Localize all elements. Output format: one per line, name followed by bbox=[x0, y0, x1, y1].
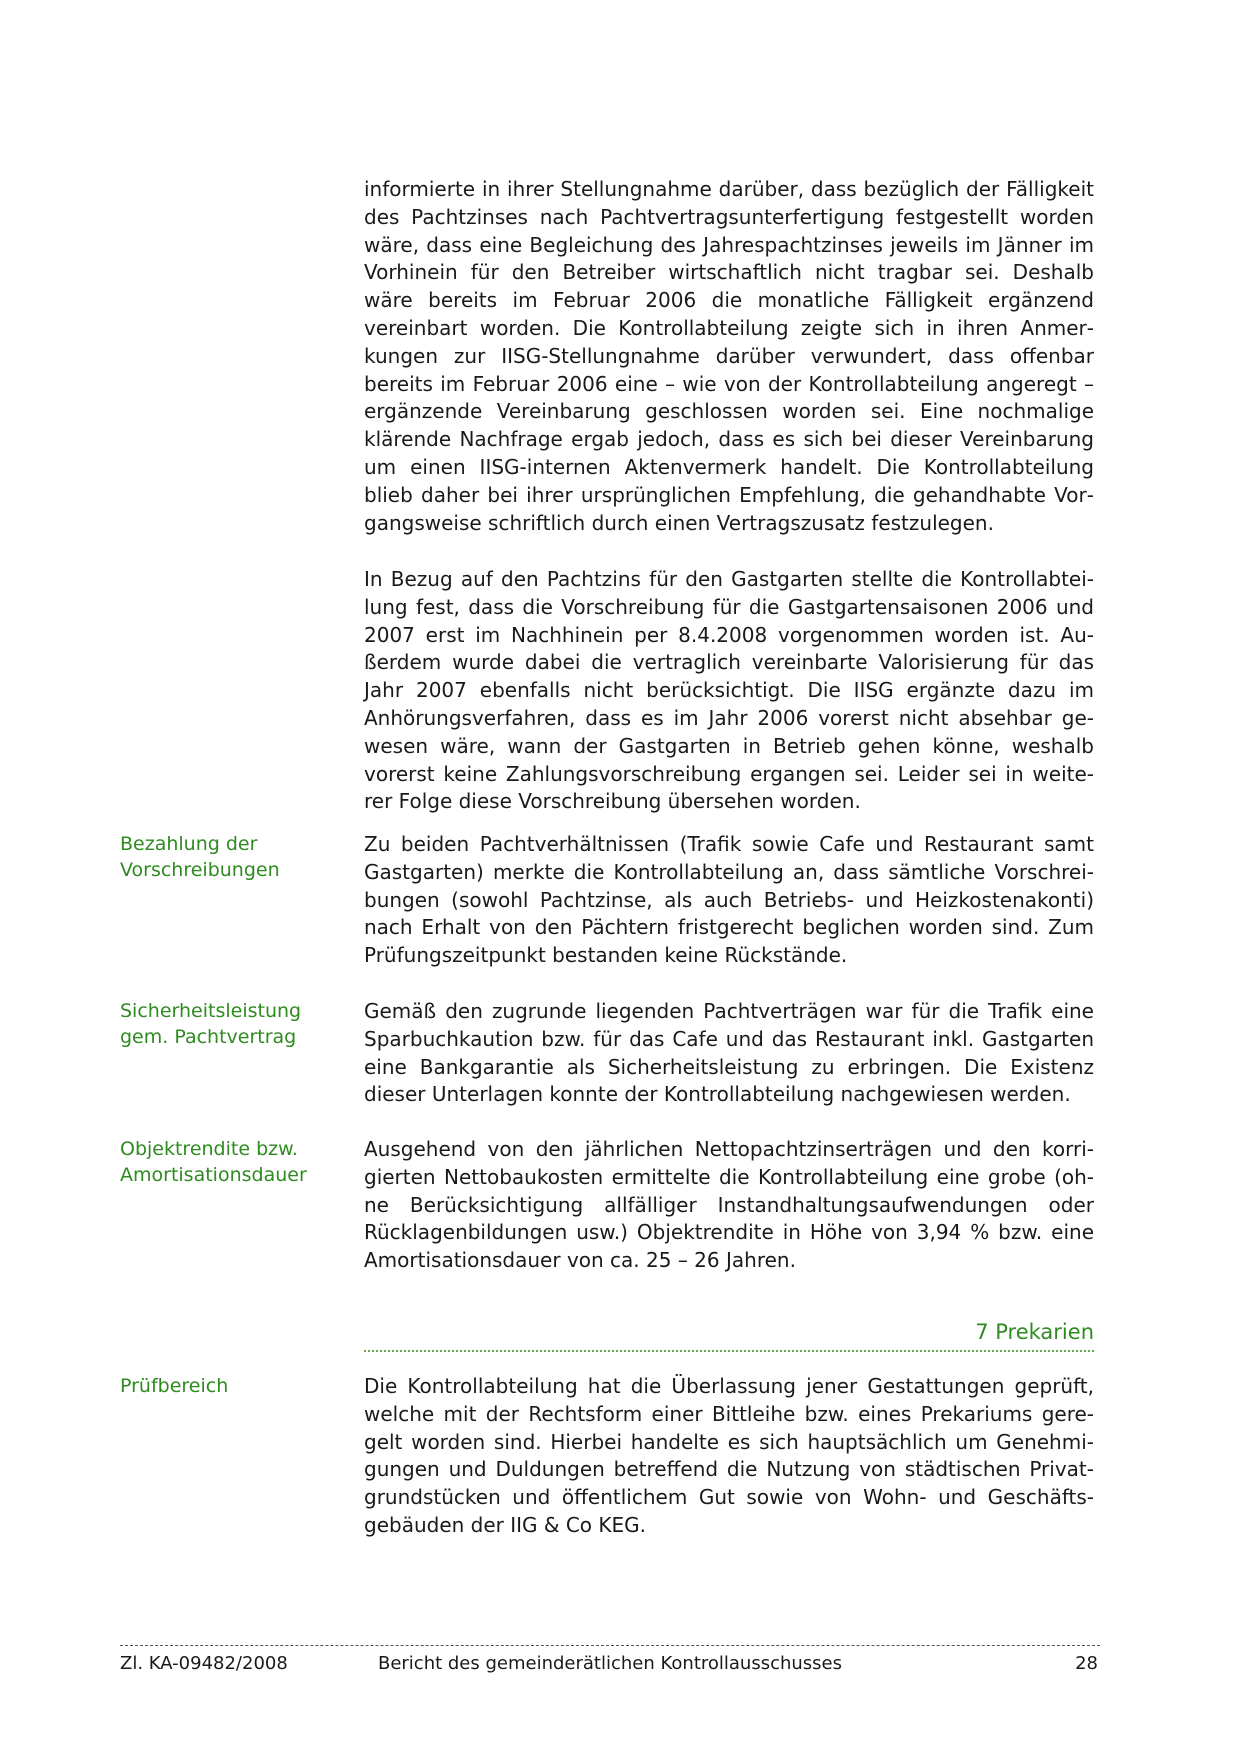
margin-note-sicherheitsleistung bbox=[120, 998, 350, 1050]
margin-note-line: Objektrendite bzw. bbox=[120, 1138, 298, 1160]
paragraph-bezahlung: Zu beiden Pachtverhältnissen (Trafik sowie Cafe und Restaurant samt Gastgarten) merkte die Kontrollabteilung an, dass sämtliche Vorschreibungen (sowohl Pachtzinse, als auch Betriebs- und Heizkostenakonti) nach Erhalt von den Pächtern fristgerecht beglichen worden sind. Zum Prüfungszeitpunkt bestanden keine Rückstände. bbox=[364, 832, 1094, 968]
margin-note-line: gem. Pachtvertrag bbox=[120, 1026, 297, 1048]
section-divider bbox=[364, 1350, 1094, 1352]
footer-divider bbox=[120, 1645, 1100, 1646]
footer-title: Bericht des gemeinderätlichen Kontrollausschusses bbox=[377, 1653, 843, 1674]
paragraph-faelligkeit: informierte in ihrer Stellungnahme darüber, dass bezüglich der Fälligkeit des Pachtzinses nach Pachtvertragsunterfertigung festgestellt worden wäre, dass eine Begleichung des Jahrespachtzinses jeweils im Jänner im Vorhinein für den Betreiber wirtschaftlich nicht tragbar sei. Deshalb wäre bereits im Februar 2006 die monatliche Fälligkeit ergänzend vereinbart worden. Die Kontrollabteilung zeigte sich in ihren Anmerkungen zur IISG-Stellungnahme darüber verwundert, dass offenbar bereits im Februar 2006 eine – wie von der Kontrollabteilung angeregt – ergänzende Vereinbarung geschlossen worden sei. Eine nochmalige klärende Nachfrage ergab jedoch, dass es sich bei dieser Vereinbarung um einen IISG-internen Aktenvermerk handelt. Die Kontrollabteilung blieb daher bei ihrer ursprünglichen Empfehlung, die gehandhabte Vorgangsweise schriftlich durch einen Vertragszusatz festzulegen. bbox=[364, 177, 1094, 535]
paragraph-gastgarten-pachtzins: In Bezug auf den Pachtzins für den Gastgarten stellte die Kontrollabteilung fest, dass die Vorschreibung für die Gastgartensaisonen 2006 und 2007 erst im Nachhinein per 8.4.2008 vorgenommen worden ist. Außerdem wurde dabei die vertraglich vereinbarte Valorisierung für das Jahr 2007 ebenfalls nicht berücksichtigt. Die IISG ergänzte dazu im Anhörungsverfahren, dass es im Jahr 2006 vorerst nicht absehbar gewesen wäre, wann der Gastgarten in Betrieb gehen könne, weshalb vorerst keine Zahlungsvorschreibung ergangen sei. Leider sei in weiterer Folge diese Vorschreibung übersehen worden. bbox=[364, 567, 1094, 814]
margin-note-objektrendite bbox=[120, 1136, 350, 1188]
margin-note-bezahlung bbox=[120, 831, 350, 883]
paragraph-pruefbereich: Die Kontrollabteilung hat die Überlassung jener Gestattungen geprüft, welche mit der Rechtsform einer Bittleihe bzw. eines Prekariums geregelt worden sind. Hierbei handelte es sich hauptsächlich um Genehmigungen und Duldungen betreffend die Nutzung von städtischen Privatgrundstücken und öffentlichem Gut sowie von Wohn- und Geschäftsgebäuden der IIG & Co KEG. bbox=[364, 1374, 1094, 1537]
paragraph-objektrendite: Ausgehend von den jährlichen Nettopachtzinserträgen und den korrigierten Nettobaukosten ermittelte die Kontrollabteilung eine grobe (ohne Berücksichtigung allfälliger Instandhaltungsaufwendungen oder Rücklagenbildungen usw.) Objektrendite in Höhe von 3,94 % bzw. eine Amortisationsdauer von ca. 25 – 26 Jahren. bbox=[364, 1137, 1094, 1273]
margin-note-pruefbereich: Prüfbereich bbox=[120, 1375, 229, 1397]
section-heading-prekarien: 7 Prekarien bbox=[975, 1320, 1094, 1344]
margin-note-line: Amortisationsdauer bbox=[120, 1164, 307, 1186]
margin-note-line: Vorschreibungen bbox=[120, 859, 280, 881]
margin-note-line: Sicherheitsleistung bbox=[120, 1000, 302, 1022]
paragraph-sicherheitsleistung: Gemäß den zugrunde liegenden Pachtverträgen war für die Trafik eine Sparbuchkaution bzw. für das Cafe und das Restaurant inkl. Gastgarten eine Bankgarantie als Sicherheitsleistung zu erbringen. Die Existenz dieser Unterlagen konnte der Kontrollabteilung nachgewiesen werden. bbox=[364, 999, 1094, 1107]
footer-reference: Zl. KA-09482/2008 bbox=[120, 1653, 288, 1674]
margin-note-line: Bezahlung der bbox=[120, 833, 258, 855]
page-number: 28 bbox=[1075, 1653, 1098, 1674]
